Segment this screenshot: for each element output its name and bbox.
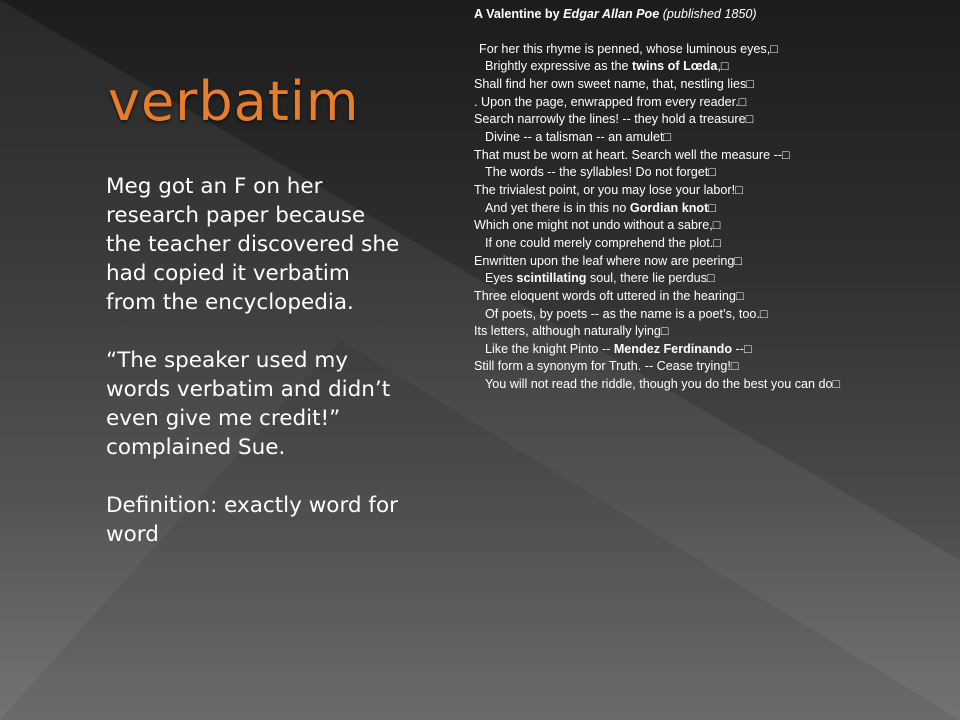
- poem-line: Which one might not undo without a sabre,□: [474, 218, 721, 233]
- slide-title: verbatim: [108, 70, 360, 133]
- poem-line: Its letters, although naturally lying□: [474, 324, 669, 339]
- poem: [474, 6, 958, 394]
- poem-published: (published 1850): [659, 7, 757, 21]
- vocabulary-examples: [106, 172, 406, 578]
- poem-line: Shall find her own sweet name, that, nestling lies□: [474, 76, 754, 91]
- poem-line: Eyes scintillating soul, there lie perdus□: [485, 271, 715, 286]
- poem-line: Divine -- a talisman -- an amulet□: [485, 129, 672, 144]
- definition: Definition: exactly word for word: [106, 493, 398, 547]
- poem-line: Still form a synonym for Truth. -- Cease trying!□: [474, 359, 739, 374]
- poem-line: Like the knight Pinto -- Mendez Ferdinando --□: [485, 341, 752, 356]
- poem-title: A Valentine: [474, 7, 542, 21]
- poem-line: Search narrowly the lines! -- they hold a treasure□: [474, 112, 754, 127]
- poem-line: That must be worn at heart. Search well the measure --□: [474, 147, 790, 162]
- example-sentence-1: Meg got an F on her research paper because the teacher discovered she had copied it verbatim from the encyclopedia.: [106, 174, 400, 315]
- poem-emphasis: Mendez Ferdinando: [613, 341, 733, 356]
- poem-line: Of poets, by poets -- as the name is a poet’s, too.□: [485, 306, 768, 321]
- poem-heading: [474, 6, 958, 24]
- poem-line: The words -- the syllables! Do not forget□: [485, 165, 716, 180]
- poem-line: Enwritten upon the leaf where now are peering□: [474, 253, 743, 268]
- poem-line: Three eloquent words oft uttered in the hearing□: [474, 288, 744, 303]
- poem-line: You will not read the riddle, though you do the best you can do□: [485, 377, 841, 392]
- poem-author: Edgar Allan Poe: [563, 7, 660, 21]
- poem-line: For her this rhyme is penned, whose luminous eyes,□: [479, 41, 778, 56]
- poem-line: . Upon the page, enwrapped from every reader.□: [474, 94, 747, 109]
- poem-emphasis: twins of Lœda: [632, 59, 718, 74]
- poem-emphasis: scintillating: [516, 271, 587, 286]
- poem-emphasis: Gordian knot: [629, 200, 709, 215]
- poem-line: The trivialest point, or you may lose your labor!□: [474, 182, 743, 197]
- poem-by: by: [541, 7, 564, 21]
- poem-line: If one could merely comprehend the plot.□: [485, 235, 721, 250]
- poem-line: And yet there is in this no Gordian knot□: [485, 200, 716, 215]
- poem-line: Brightly expressive as the twins of Lœda,□: [485, 59, 729, 74]
- example-sentence-2: “The speaker used my words verbatim and didn’t even give me credit!” complained Sue.: [106, 348, 391, 460]
